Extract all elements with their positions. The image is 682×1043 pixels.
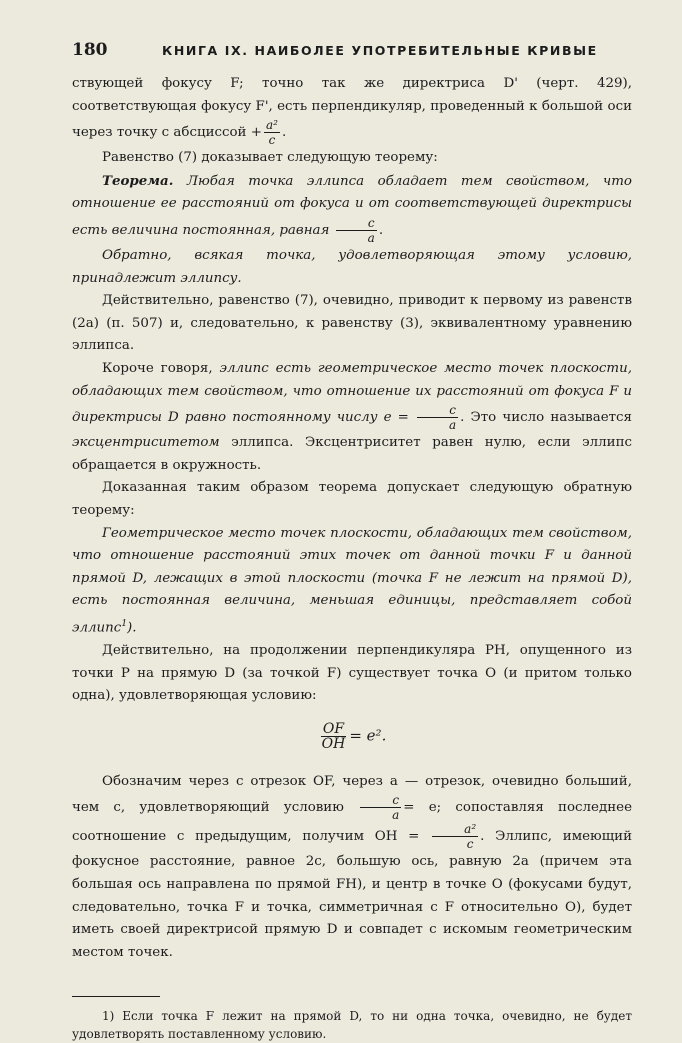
- definition-text: эллипс есть геометрическое место точек плоскости, обладающих тем свойством, что отношение их расстояний от фокуса F и директрисы D равно постоянному числу e =: [72, 360, 632, 426]
- paragraph-construction: Обозначим через c отрезок OF, через a — отрезок, очевидно больший, чем c, удовлетворяющий условию $\frac{c}{a}$ = e; сопоставляя последнее соотношение с предыдущим, получим OH = $\frac{\text{a²}}{c}$ . Эллипс, имеющий фокусное расстояние, равное 2c, большую ось, равную 2a (причем эта большая ось направлена по прямой FH), и центр в точке O (фокусами будут, следовательно, точка F и точка, симметричная с F относительно O), будет иметь своей директрисой прямую D и совпадет с искомым геометрическим местом точек.: [72, 773, 633, 960]
- theorem-text: Любая точка эллипса обладает тем свойством, что отношение ее расстояний от фокуса и от соответствующей директрисы есть величина постоянная, равная: [72, 173, 632, 238]
- paragraph-perpendicular: Действительно, на продолжении перпендикуляра PH, опущенного из точки P на прямую D (за точкой F) существует точка O (и притом только одна), удовлетворяющая условию:: [72, 642, 632, 704]
- paragraph-summary: Короче говоря, эллипс есть геометрическое место точек плоскости, обладающих тем свойством, что отношение их расстояний от фокуса F и директрисы D равно постоянному числу e = $\frac{c}{a}$ . Это число называется эксцентриситетом эллипса. Эксцентриситет равен нулю, если эллипс обращается в окружность.: [72, 360, 632, 473]
- converse-theorem-paragraph: Геометрическое место точек плоскости, обладающих тем свойством, что отношение расстояний этих точек от данной точки F и данной прямой D, лежащих в этой плоскости (точка F не лежит на прямой D), есть постоянная величина, меньшая единицы, представляет собой эллипс$^1$).: [72, 525, 632, 636]
- page-number: 180: [72, 40, 108, 60]
- fraction-of-over-oh: $\frac{OF}{OH}$: [321, 720, 346, 752]
- equation-of-oh: $\frac{OF}{OH}$ = e².: [321, 720, 387, 752]
- theorem-label: Теорема.: [102, 172, 174, 189]
- fraction-a2-over-c: $\frac{\text{a²}}{c}$: [265, 118, 278, 148]
- footnote-marker: 1: [121, 618, 128, 629]
- fraction-c-over-a: $\frac{c}{a}$: [360, 793, 401, 822]
- page-body: [72, 73, 632, 1043]
- fraction-c-over-a: $\frac{c}{a}$: [417, 403, 458, 432]
- term-eccentricity: эксцентриситетом: [72, 435, 220, 451]
- page-header: [72, 40, 632, 60]
- footnote-divider: [72, 996, 160, 997]
- fraction-a2-over-c: $\frac{\text{a²}}{c}$: [432, 822, 478, 851]
- paragraph-equality-7: Равенство (7) доказывает следующую теорему:: [102, 150, 438, 166]
- paragraph-converse-intro: Доказанная таким образом теорема допускает следующую обратную теорему:: [72, 480, 632, 518]
- fraction-c-over-a: $\frac{c}{a}$: [336, 216, 377, 245]
- paragraph-directrix: ствующей фокусу F; точно так же директриса D' (черт. 429), соответствующая фокусу F', есть перпендикуляр, проведенный к большой оси через точку с абсциссой + $\frac{\text{a²}}{c}$ .: [72, 76, 632, 148]
- paragraph-proof: Действительно, равенство (7), очевидно, приводит к первому из равенств (2a) (п. 507) и, следовательно, к равенству (3), эквивалентному уравнению эллипса.: [72, 293, 632, 354]
- running-title: КНИГА IX. НАИБОЛЕЕ УПОТРЕБИТЕЛЬНЫЕ КРИВЫЕ: [162, 43, 598, 58]
- paragraph-converse: Обратно, всякая точка, удовлетворяющая этому условию, принадлежит эллипсу.: [72, 247, 632, 286]
- text-run: ствующей фокусу F; точно так же директриса D' (черт. 429), соответствующая фокусу F', есть перпендикуляр, проведенный к большой оси через точку с абсциссой +: [72, 76, 632, 141]
- footnote: 1) Если точка F лежит на прямой D, то ни одна точка, очевидно, не будет удовлетворять поставленному условию.: [72, 1009, 632, 1042]
- theorem-paragraph: Теорема. Любая точка эллипса обладает тем свойством, что отношение ее расстояний от фокуса и от соответствующей директрисы есть величина постоянная, равная $\frac{c}{a}$ .: [72, 172, 632, 245]
